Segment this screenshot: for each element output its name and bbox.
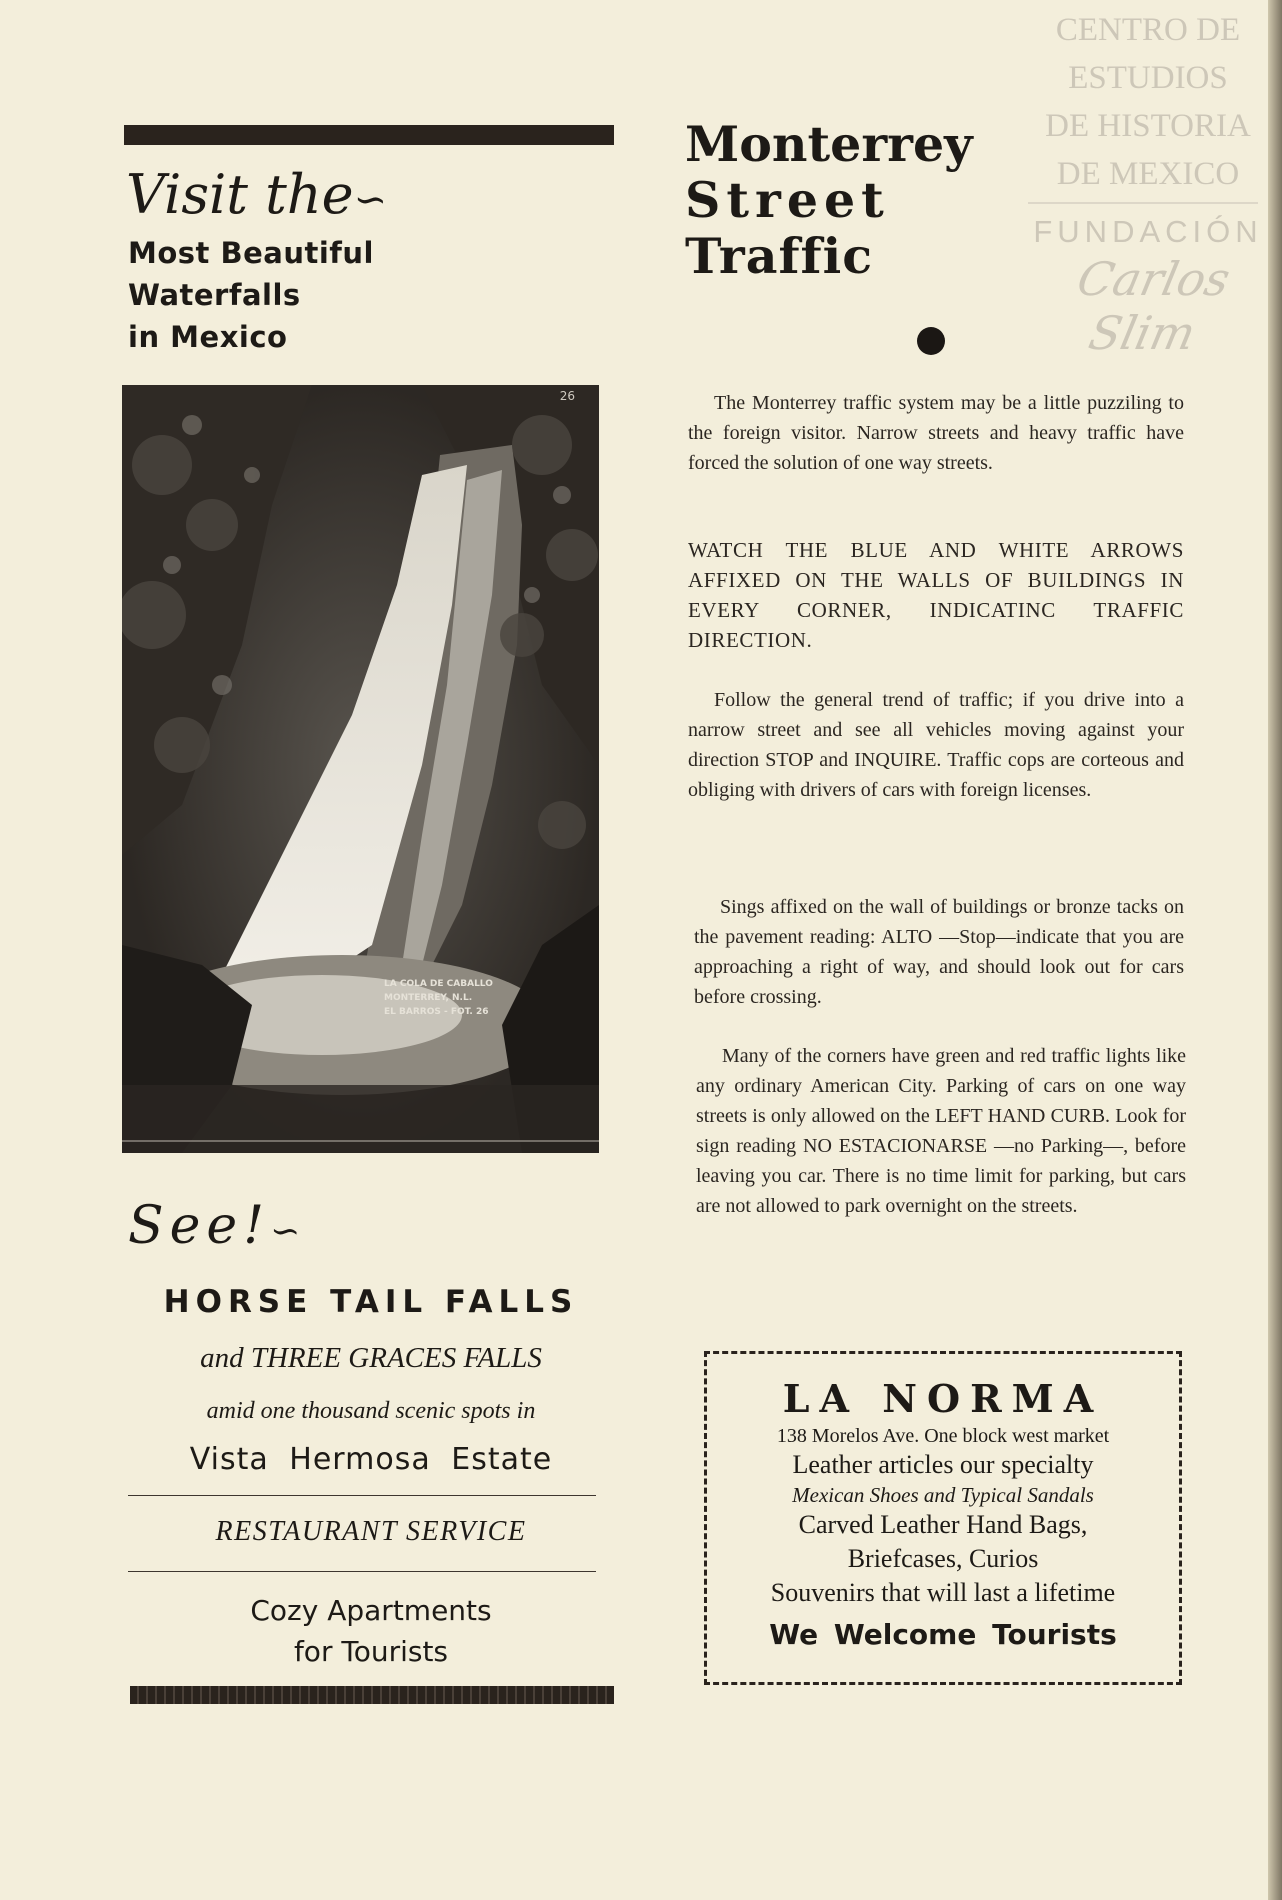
shop-item: Carved Leather Hand Bags,	[798, 1510, 1088, 1539]
divider	[128, 1495, 596, 1496]
photo-caption-line: LA COLA DE CABALLO	[384, 979, 493, 989]
shop-address: 138 Morelos Ave. One block west market	[776, 1425, 1110, 1447]
paragraph-text: Sings affixed on the wall of buildings or bronze tacks on the pavement reading: ALTO —Stop—indicate that you are approaching a right of way, and should look out for cars before crossing.	[694, 896, 1184, 1008]
visit-subtitle-line: in Mexico	[128, 320, 288, 354]
heading-line: Street	[685, 171, 890, 229]
watermark-line: CENTRO DE	[1055, 12, 1241, 48]
horse-tail-falls-heading: HORSE TAIL FALLS	[163, 1284, 579, 1320]
apartments-line-2: for Tourists	[293, 1635, 449, 1668]
heading-line: Monterrey	[685, 115, 973, 173]
article-paragraph	[688, 685, 1184, 805]
shop-italic-line: Mexican Shoes and Typical Sandals	[792, 1483, 1094, 1507]
swash-ornament: ∽	[270, 1211, 301, 1252]
bullet-ornament	[917, 327, 945, 355]
watermark-line: ESTUDIOS	[1068, 60, 1228, 96]
scenic-spots-line: amid one thousand scenic spots in	[206, 1398, 536, 1424]
apartments-line	[126, 1590, 616, 1672]
watermark-line: DE HISTORIA	[1045, 108, 1251, 144]
see-title	[128, 1196, 300, 1256]
watermark-signature: Carlos Slim	[1072, 252, 1235, 360]
visit-subtitle	[128, 232, 374, 358]
shop-name: LA NORMA	[782, 1376, 1104, 1421]
article-paragraph	[688, 535, 1184, 655]
watermark-foundation: FUNDACIÓN	[1033, 214, 1263, 249]
bottom-decorative-bar	[130, 1686, 614, 1704]
paragraph-text: Many of the corners have green and red traffic lights like any ordinary American City. Parking of cars on one way streets is only allowed on the LEFT HAND CURB. Look for sign reading NO ESTACIONARSE —no Parking—, before leaving you car. There is no time limit for parking, but cars are not allowed to park overnight on the streets.	[696, 1045, 1186, 1217]
shop-welcome: We Welcome Tourists	[769, 1618, 1117, 1651]
paragraph-text: The Monterrey traffic system may be a little puzziling to the foreign visitor. Narrow streets and heavy traffic have forced the solution of one way streets.	[688, 392, 1184, 474]
estate-name: Vista Hermosa Estate	[189, 1442, 553, 1477]
visit-subtitle-line: Most Beautiful	[128, 236, 374, 270]
paragraph-text: WATCH THE BLUE AND WHITE ARROWS AFFIXED ON THE WALLS OF BUILDINGS IN EVERY CORNER, INDICATINC TRAFFIC DIRECTION.	[688, 538, 1184, 652]
la-norma-advertisement	[704, 1351, 1182, 1685]
article-paragraph	[694, 892, 1184, 1012]
restaurant-service: RESTAURANT SERVICE	[215, 1516, 527, 1547]
three-graces-line: and THREE GRACES FALLS	[200, 1342, 542, 1374]
visit-title	[126, 160, 387, 235]
photo-caption-line: MONTERREY, N.L.	[384, 993, 473, 1003]
top-decorative-bar	[124, 125, 614, 145]
photo-number: 26	[559, 389, 575, 403]
watermark-divider	[1028, 202, 1258, 204]
shop-item: Briefcases, Curios	[847, 1544, 1039, 1573]
visit-subtitle-line: Waterfalls	[128, 278, 301, 312]
paragraph-text: Follow the general trend of traffic; if you drive into a narrow street and see all vehicles moving against your direction STOP and INQUIRE. Traffic cops are corteous and obliging with drivers of cars with foreign licenses.	[688, 689, 1184, 801]
shop-specialty: Leather articles our specialty	[792, 1450, 1094, 1479]
watermark	[1028, 6, 1268, 360]
photo-caption	[384, 977, 493, 1019]
visit-title-text: Visit the	[126, 163, 354, 226]
article-paragraph	[688, 388, 1184, 478]
shop-souvenirs: Souvenirs that will last a lifetime	[770, 1578, 1116, 1607]
photo-caption-line: EL BARROS - FOT. 26	[384, 1007, 489, 1017]
apartments-line-1: Cozy Apartments	[250, 1594, 492, 1627]
article-paragraph	[696, 1041, 1186, 1221]
see-title-text: See!	[128, 1196, 271, 1256]
watermark-line: DE MEXICO	[1056, 156, 1240, 192]
waterfall-illustration	[122, 385, 599, 1153]
heading-line: Traffic	[685, 227, 874, 285]
divider	[128, 1571, 596, 1572]
swash-ornament: ∽	[353, 177, 388, 223]
traffic-heading	[685, 116, 973, 284]
waterfall-photo	[122, 385, 599, 1153]
